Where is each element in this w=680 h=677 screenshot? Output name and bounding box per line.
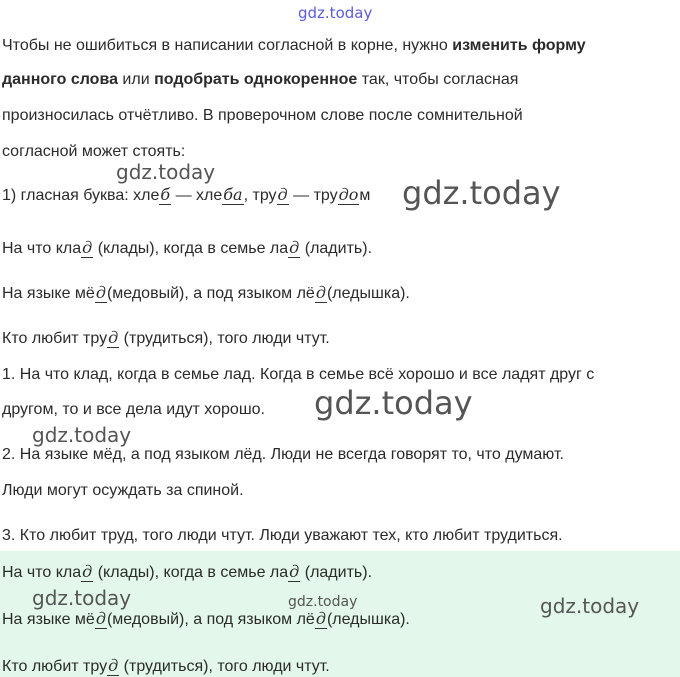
explanation-line: 1. На что клад, когда в семье лад. Когда в семье всё хорошо и все ладят друг с xyxy=(2,366,595,383)
example-text: (ледышка). xyxy=(326,285,410,302)
highlighted-letter: ба xyxy=(223,185,243,204)
highlighted-letter: д xyxy=(82,238,93,257)
highlighted-letter: д xyxy=(95,283,106,302)
explanation-line: 2. На языке мёд, а под языком лёд. Люди не всегда говорят то, что думают. xyxy=(2,446,564,463)
answer-text: (ладить). xyxy=(300,564,373,581)
rule-line-1 xyxy=(2,36,586,56)
highlighted-letter: до xyxy=(338,185,359,204)
answer-line xyxy=(2,610,410,630)
example-line xyxy=(2,284,410,304)
highlighted-letter: д xyxy=(82,562,93,581)
answer-text: На что кла xyxy=(2,564,82,581)
rule-bold: данного слова xyxy=(2,71,118,88)
example-text: (трудиться), того люди чтут. xyxy=(119,330,330,347)
watermark: gdz.today xyxy=(314,384,473,422)
answer-text: (трудиться), того люди чтут. xyxy=(119,658,330,675)
answer-line xyxy=(2,657,330,677)
rule-bold: изменить форму xyxy=(452,37,586,54)
example-text: (клады), когда в семье ла xyxy=(93,240,289,257)
rule-text: , тру xyxy=(243,187,277,204)
rule-text: или xyxy=(117,71,155,88)
example-text: На что кла xyxy=(2,240,82,257)
explanation-line: 3. Кто любит труд, того люди чтут. Люди уважают тех, кто любит трудиться. xyxy=(2,527,563,544)
answer-text: (медовый), а под языком лё xyxy=(106,611,315,628)
example-text: (медовый), а под языком лё xyxy=(106,285,315,302)
watermark: gdz.today xyxy=(32,586,132,610)
answer-line xyxy=(2,563,372,583)
rule-line-4: согласной может стоять: xyxy=(2,143,186,160)
rule-text: м xyxy=(359,187,371,204)
answer-text: (ледышка). xyxy=(326,611,410,628)
highlighted-letter: д xyxy=(108,656,119,675)
highlighted-letter: д xyxy=(315,283,326,302)
rule-text: — хле xyxy=(171,187,223,204)
rule-line-3: произносилась отчётливо. В проверочном слове после сомнительной xyxy=(2,107,523,124)
rule-text: 1) гласная буква: хле xyxy=(2,187,160,204)
highlighted-letter: д xyxy=(108,328,119,347)
rule-bold: подобрать однокоренное xyxy=(154,71,358,88)
rule-text: — тру xyxy=(288,187,338,204)
highlighted-letter: д xyxy=(315,609,326,628)
example-text: Кто любит тру xyxy=(2,330,108,347)
highlighted-letter: д xyxy=(277,185,288,204)
example-text: (ладить). xyxy=(300,240,373,257)
explanation-line: Люди могут осуждать за спиной. xyxy=(2,482,244,499)
example-text: На языке мё xyxy=(2,285,95,302)
explanation-line: другом, то и все дела идут хорошо. xyxy=(2,401,265,418)
rule-line-5 xyxy=(2,186,370,206)
highlighted-letter: д xyxy=(95,609,106,628)
watermark: gdz.today xyxy=(288,594,358,610)
watermark: gdz.today xyxy=(32,423,132,447)
watermark: gdz.today xyxy=(402,174,561,212)
answer-text: На языке мё xyxy=(2,611,95,628)
highlighted-letter: д xyxy=(289,238,300,257)
rule-text: Чтобы не ошибиться в написании согласной в корне, нужно xyxy=(2,37,453,54)
answer-text: Кто любит тру xyxy=(2,658,108,675)
watermark: gdz.today xyxy=(540,594,640,618)
rule-line-2 xyxy=(2,70,518,90)
highlighted-letter: д xyxy=(289,562,300,581)
example-line xyxy=(2,329,330,349)
highlighted-letter: б xyxy=(160,185,171,204)
rule-text: так, чтобы согласная xyxy=(357,71,519,88)
watermark-top: gdz.today xyxy=(298,4,373,22)
example-line xyxy=(2,239,372,259)
answer-text: (клады), когда в семье ла xyxy=(93,564,289,581)
watermark: gdz.today xyxy=(116,160,216,184)
